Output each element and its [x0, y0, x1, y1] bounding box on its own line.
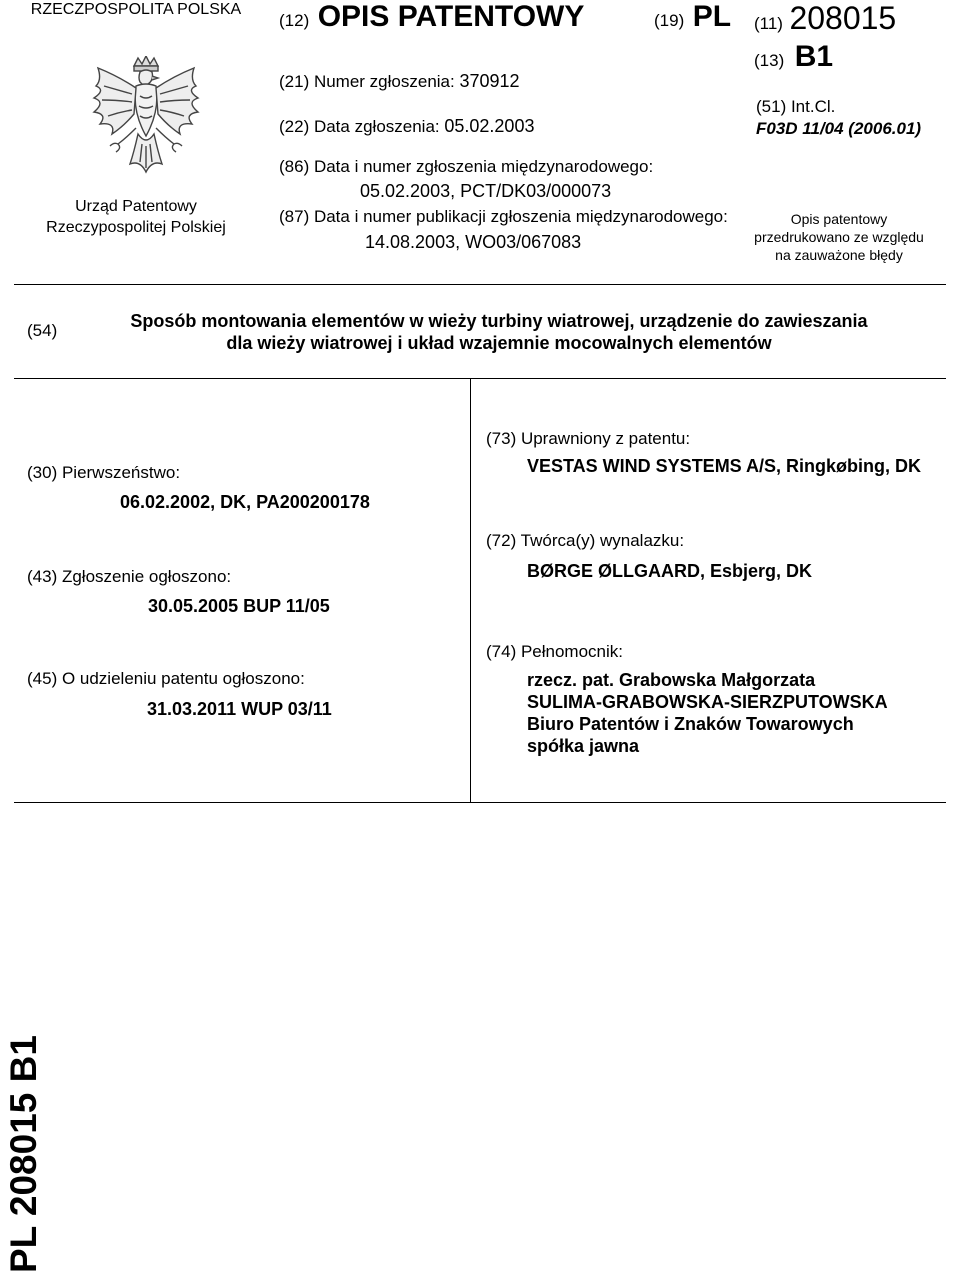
published-label: (43) Zgłoszenie ogłoszono:	[27, 567, 232, 586]
granted-label: (45) O udzieleniu patentu ogłoszono:	[27, 669, 305, 688]
country-code	[654, 0, 731, 34]
attorney-line-3: Biuro Patentów i Znaków Towarowych	[527, 714, 854, 734]
intl-publication-value: 14.08.2003, WO03/067083	[365, 232, 582, 252]
kind-code	[754, 40, 833, 74]
priority-label: (30) Pierwszeństwo:	[27, 463, 181, 482]
attorney-label: (74) Pełnomocnik:	[486, 642, 624, 661]
separator-columns	[470, 378, 471, 802]
doc-type-title: OPIS PATENTOWY	[317, 0, 585, 33]
patent-title-line-1: Sposób montowania elementów w wieży turbiny wiatrowej, urządzenie do zawieszania	[130, 311, 868, 331]
attorney-line-4: spółka jawna	[527, 736, 640, 756]
intcl-label: (51) Int.Cl.	[756, 97, 836, 116]
reprint-note	[736, 210, 942, 264]
patent-title	[96, 310, 902, 354]
patent-number-label: (11)	[754, 14, 783, 33]
application-number-value: 370912	[459, 71, 520, 91]
country-name: RZECZPOSPOLITA POLSKA	[30, 1, 242, 18]
kind-code-label: (13)	[754, 51, 785, 70]
intcl-value: F03D 11/04 (2006.01)	[756, 119, 922, 138]
attorney-line-1: rzecz. pat. Grabowska Małgorzata	[527, 670, 816, 690]
attorney-line-2: SULIMA-GRABOWSKA-SIERZPUTOWSKA	[527, 692, 888, 712]
office-line-1: Urząd Patentowy	[75, 198, 197, 215]
separator-body	[14, 802, 946, 803]
inventor-value: BØRGE ØLLGAARD, Esbjerg, DK	[527, 561, 813, 581]
intl-publication-label: (87) Data i numer publikacji zgłoszenia międzynarodowego:	[279, 207, 728, 226]
document-type	[279, 0, 584, 34]
reprint-note-line-1: Opis patentowy	[790, 211, 888, 227]
patent-title-line-2: dla wieży wiatrowej i układ wzajemnie mocowalnych elementów	[226, 333, 772, 353]
reprint-note-line-3: na zauważone błędy	[775, 247, 903, 263]
inventor-label: (72) Twórca(y) wynalazku:	[486, 531, 685, 550]
patent-office-name	[14, 196, 258, 238]
application-date	[279, 115, 534, 137]
country-code-label: (19)	[654, 11, 685, 30]
side-patent-label: PL 208015 B1	[3, 1035, 44, 1273]
intl-application-value: 05.02.2003, PCT/DK03/000073	[360, 181, 612, 201]
proprietor-label: (73) Uprawniony z patentu:	[486, 429, 691, 448]
reprint-note-line-2: przedrukowano ze względu	[754, 229, 924, 245]
application-number	[279, 70, 520, 92]
office-line-2: Rzeczypospolitej Polskiej	[46, 219, 226, 236]
application-date-label: (22) Data zgłoszenia:	[279, 117, 440, 136]
doc-type-code: (12)	[279, 11, 310, 30]
proprietor-value: VESTAS WIND SYSTEMS A/S, Ringkøbing, DK	[527, 456, 922, 476]
attorney-block	[527, 669, 888, 757]
application-date-value: 05.02.2003	[444, 116, 535, 136]
kind-code-value: B1	[794, 40, 834, 73]
intl-application-label: (86) Data i numer zgłoszenia międzynarodowego:	[279, 157, 654, 176]
separator-title	[14, 378, 946, 379]
separator-header	[14, 284, 946, 285]
title-code: (54)	[27, 321, 58, 340]
patent-number-value: 208015	[789, 0, 897, 36]
white-eagle-emblem-icon	[88, 56, 204, 182]
priority-value: 06.02.2002, DK, PA200200178	[120, 492, 370, 512]
published-value: 30.05.2005 BUP 11/05	[148, 596, 330, 616]
patent-number	[754, 0, 896, 37]
country-code-value: PL	[692, 0, 732, 33]
granted-value: 31.03.2011 WUP 03/11	[147, 699, 332, 719]
application-number-label: (21) Numer zgłoszenia:	[279, 72, 455, 91]
